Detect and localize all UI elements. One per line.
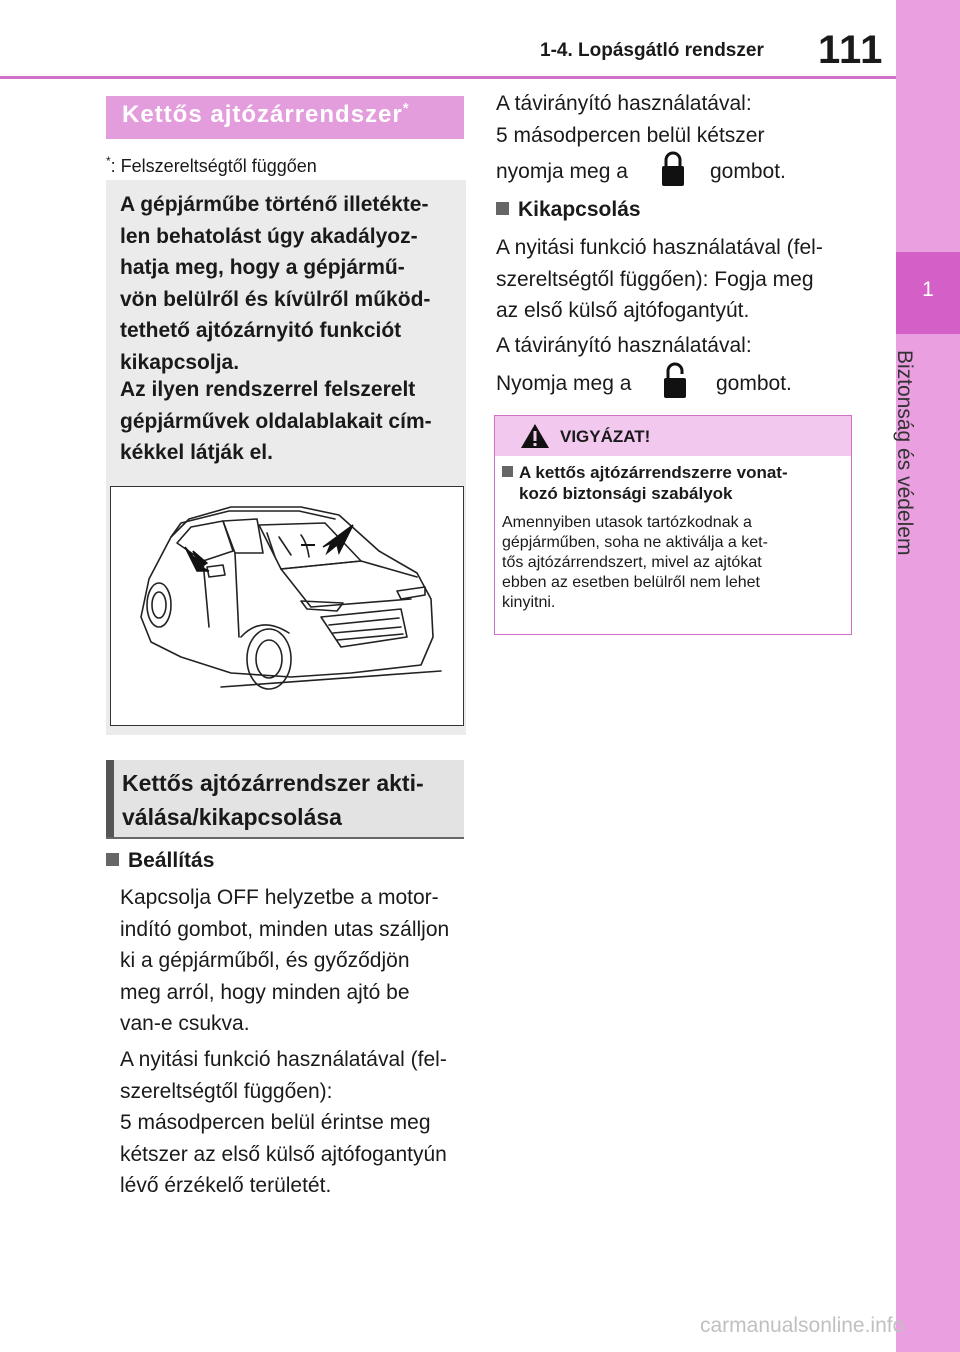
chapter-side-tab: [896, 0, 960, 1352]
intro-paragraph-1: A gépjárműbe történő illetékte- len behatolást úgy akadályoz- hatja meg, hogy a gépjármű- vön belülről és kívülről működ- tethető ajtózárnyitó funkciót kikapcsolja.: [120, 193, 431, 374]
page-number: 111: [818, 28, 884, 72]
setting-paragraph-2: A nyitási funkció használatával (fel- szereltségtől függően): 5 másodpercen belül érintse meg kétszer az első külső ajtófogantyún lévő érzékelő területét.: [120, 1048, 447, 1197]
section-title: Kettős ajtózárrendszer*: [122, 100, 410, 128]
warning-body: Amennyiben utasok tartózkodnak a gépjárműben, soha ne aktiválja a ket- tős ajtózárrendszert, mivel az ajtókat ebben az esetben belülről nem lehet kinyitni.: [502, 514, 768, 611]
remote-instructions: A távirányító használatával: 5 másodpercen belül kétszer: [496, 92, 765, 147]
off-paragraph-1: A nyitási funkció használatával (fel- szereltségtől függően): Fogja meg az első külső ajtófogantyút.: [496, 236, 823, 322]
press-lock-line: nyomja meg a: [496, 160, 628, 183]
square-bullet-icon: [106, 853, 119, 866]
off-paragraph-2: A távirányító használatával:: [496, 334, 752, 357]
lock-icon: [660, 150, 686, 188]
subsection-rule: [106, 837, 464, 839]
chapter-number: 1: [922, 278, 934, 301]
press-unlock-line: Nyomja meg a: [496, 372, 632, 395]
square-bullet-icon: [502, 466, 513, 477]
press-unlock-suffix: gombot.: [716, 372, 792, 395]
warning-heading: A kettős ajtózárrendszerre vonat- kozó biztonsági szabályok: [502, 462, 847, 504]
suv-drawing: [111, 487, 463, 725]
intro-paragraph-2: Az ilyen rendszerrel felszerelt gépjárművek oldalablakait cím- kékkel látják el.: [120, 378, 432, 464]
setting-heading: Beállítás: [106, 849, 214, 873]
header-rule: [0, 76, 896, 79]
setting-paragraph-1: Kapcsolja OFF helyzetbe a motor- indító gombot, minden utas szálljon ki a gépjárműből, és győződjön meg arról, hogy minden ajtó be van-e csukva.: [120, 886, 450, 1035]
square-bullet-icon: [496, 202, 509, 215]
footnote: *: Felszereltségtől függően: [106, 154, 317, 176]
press-lock-suffix: gombot.: [710, 160, 786, 183]
subsection-title: Kettős ajtózárrendszer akti- válása/kikapcsolása: [122, 770, 424, 830]
unlock-icon: [662, 362, 688, 400]
watermark: carmanualsonline.info: [700, 1314, 905, 1337]
warning-title: VIGYÁZAT!: [560, 427, 651, 446]
chapter-title: Biztonság és védelem: [893, 350, 916, 556]
car-illustration: [110, 486, 464, 726]
off-heading: Kikapcsolás: [496, 198, 641, 222]
header-section-title: 1-4. Lopásgátló rendszer: [540, 40, 764, 61]
warning-triangle-icon: [520, 423, 550, 449]
